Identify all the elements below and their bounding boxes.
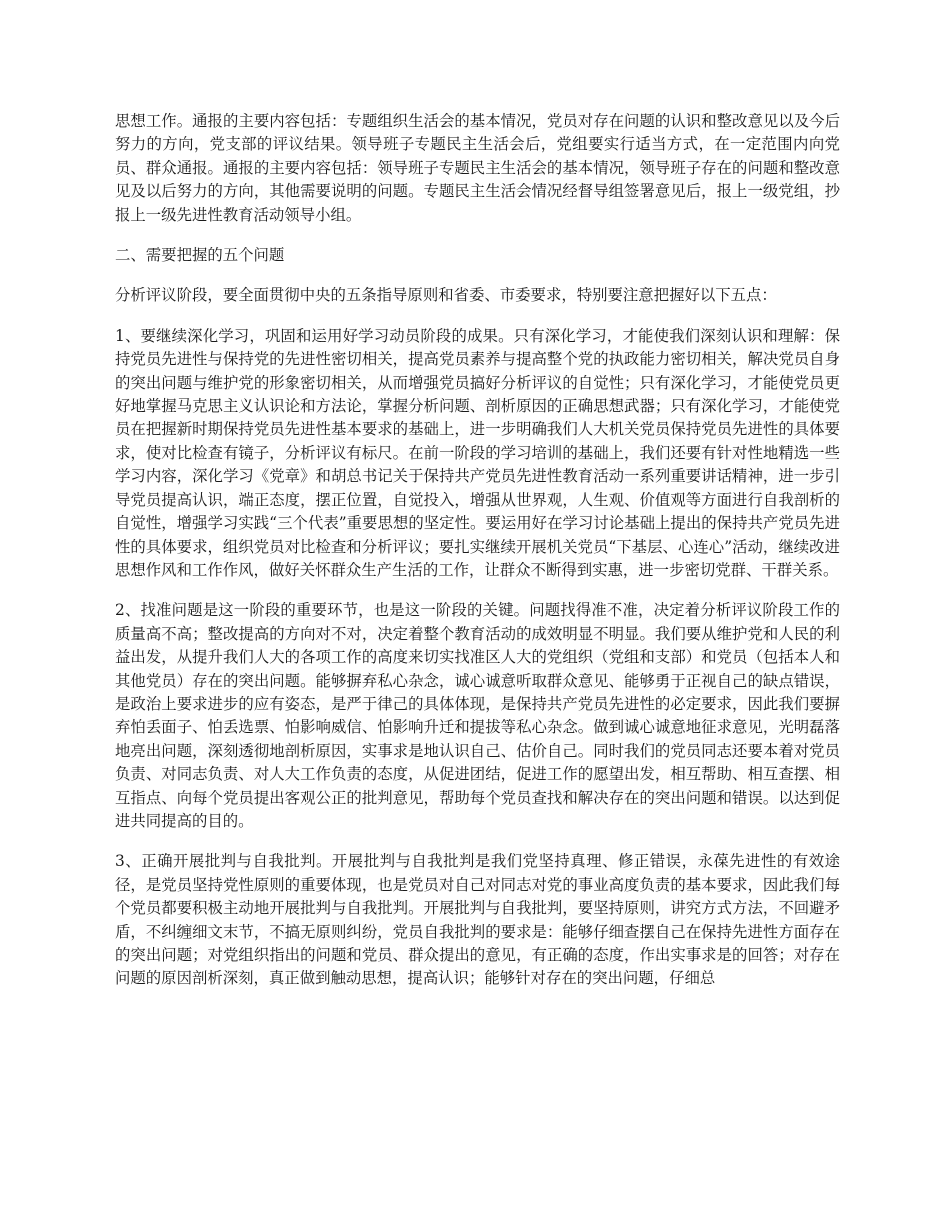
paragraph-point-2: 2、找准问题是这一阶段的重要环节，也是这一阶段的关键。问题找得准不准，决定着分析评议阶段工作的质量高不高；整改提高的方向对不对，决定着整个教育活动的成效明显不明显。我们要从维护党和人民的利益出发，从提升我们人大的各项工作的高度来切实找准区人大的党组织（党组和支部）和党员（包括本人和其他党员）存在的突出问题。能够摒弃私心杂念，诚心诚意听取群众意见、能够勇于正视自己的缺点错误，是政治上要求进步的应有姿态，是严于律己的具体体现，是保持共产党员先进性的必定要求，因此我们要摒弃怕丢面子、怕丢选票、怕影响威信、怕影响升迁和提拔等私心杂念。做到诚心诚意地征求意见，光明磊落地亮出问题，深刻透彻地剖析原因，实事求是地认识自己、估价自己。同时我们的党员同志还要本着对党员负责、对同志负责、对人大工作负责的态度，从促进团结，促进工作的愿望出发，相互帮助、相互查摆、相互指点、向每个党员提出客观公正的批判意见，帮助每个党员查找和解决存在的突出问题和错误。以达到促进共同提高的目的。 xyxy=(115,601,840,830)
section-heading: 二、需要把握的五个问题 xyxy=(115,246,285,265)
paragraph-point-3: 3、正确开展批判与自我批判。开展批判与自我批判是我们党坚持真理、修正错误，永葆先进性的有效途径，是党员坚持党性原则的重要体现，也是党员对自己对同志对党的事业高度负责的基本要求，因此我们每个党员都要积极主动地开展批判与自我批判。开展批判与自我批判，要坚持原则，讲究方式方法，不回避矛盾，不纠缠细文末节，不搞无原则纠纷，党员自我批判的要求是：能够仔细查摆自己在保持先进性方面存在的突出问题；对党组织指出的问题和党员、群众提出的意见，有正确的态度，作出实事求是的回答；对存在问题的原因剖析深刻，真正做到触动思想，提高认识；能够针对存在的突出问题，仔细总 xyxy=(115,852,840,988)
paragraph-point-1: 1、要继续深化学习，巩固和运用好学习动员阶段的成果。只有深化学习，才能使我们深刻认识和理解：保持党员先进性与保持党的先进性密切相关，提高党员素养与提高整个党的执政能力密切相关，解决党员自身的突出问题与维护党的形象密切相关，从而增强党员搞好分析评议的自觉性；只有深化学习，才能使党员更好地掌握马克思主义认识论和方法论，掌握分析问题、剖析原因的正确思想武器；只有深化学习，才能使党员在把握新时期保持党员先进性基本要求的基础上，进一步明确我们人大机关党员保持党员先进性的具体要求，使对比检查有镜子，分析评议有标尺。在前一阶段的学习培训的基础上，我们还要有针对性地精选一些学习内容，深化学习《党章》和胡总书记关于保持共产党员先进性教育活动一系列重要讲话精神，进一步引导党员提高认识，端正态度，摆正位置，自觉投入，增强从世界观，人生观、价值观等方面进行自我剖析的自觉性，增强学习实践“三个代表”重要思想的坚定性。要运用好在学习讨论基础上提出的保持共产党员先进性的具体要求，组织党员对比检查和分析评议；要扎实继续开展机关党员“下基层、心连心”活动，继续改进思想作风和工作作风，做好关怀群众生产生活的工作，让群众不断得到实惠，进一步密切党群、干群关系。 xyxy=(115,326,840,579)
document-page xyxy=(115,110,840,1008)
paragraph-overview: 分析评议阶段，要全面贯彻中央的五条指导原则和省委、市委要求，特别要注意把握好以下五点： xyxy=(115,286,777,305)
paragraph-intro: 思想工作。通报的主要内容包括：专题组织生活会的基本情况，党员对存在问题的认识和整改意见以及今后努力的方向，党支部的评议结果。领导班子专题民主生活会后，党组要实行适当方式，在一定范围内向党员、群众通报。通报的主要内容包括：领导班子专题民主生活会的基本情况，领导班子存在的问题和整改意见及以后努力的方向，其他需要说明的问题。专题民主生活会情况经督导组签署意见后，报上一级党组，抄报上一级先进性教育活动领导小组。 xyxy=(115,112,840,224)
